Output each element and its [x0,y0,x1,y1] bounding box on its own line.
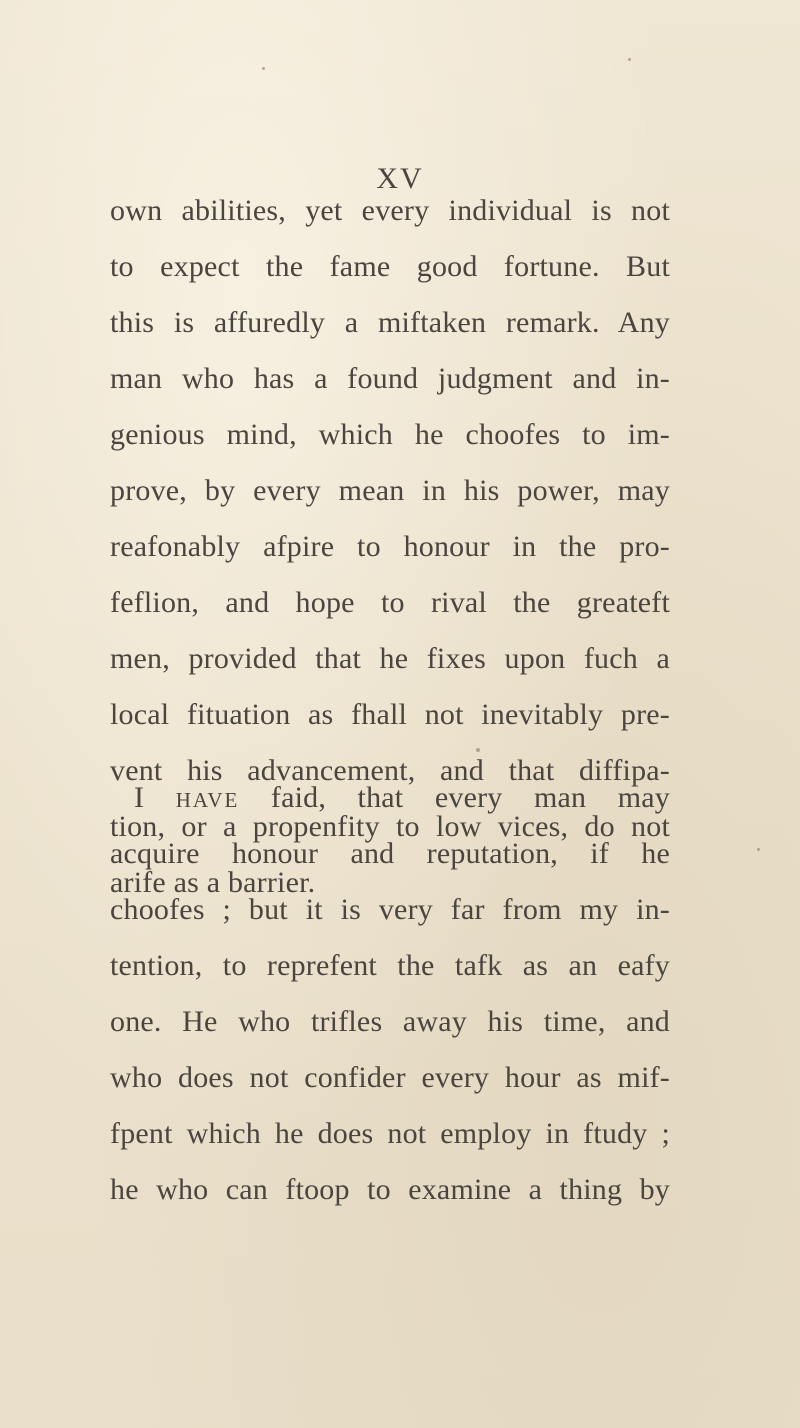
page-number: XV [376,162,424,195]
paragraph-opening-line [110,770,670,826]
opening-line-rest: faid, that every man may [270,781,671,814]
initial-word: I [134,781,145,814]
text-line: tention, to reprefent the tafk as an eafy [110,949,670,982]
text-line: genious mind, which he choofes to im- [110,418,670,451]
text-line: local fituation as fhall not inevitably pre- [110,698,670,731]
text-line: to expect the fame good fortune. But [110,250,670,283]
paper-speck [757,848,760,851]
text-line: one. He who trifles away his time, and [110,1005,670,1038]
text-line: tion, or a propenfity to low vices, do not [110,810,670,843]
text-line: fpent which he does not employ in ftudy ; [110,1117,670,1150]
text-line: own abilities, yet every individual is not [110,194,670,227]
text-line: reafonably afpire to honour in the pro- [110,530,670,563]
text-line: feflion, and hope to rival the greateft [110,586,670,619]
text-line: who does not confider every hour as mif- [110,1061,670,1094]
text-line: he who can ftoop to examine a thing by [110,1173,670,1206]
text-line: this is affuredly a miftaken remark. Any [110,306,670,339]
text-line: choofes ; but it is very far from my in- [110,893,670,926]
text-line: prove, by every mean in his power, may [110,474,670,507]
paper-speck [628,58,631,61]
small-caps-word: have [175,781,240,814]
text-line: acquire honour and reputation, if he [110,837,670,870]
paper-speck [476,748,480,752]
text-line: men, provided that he fixes upon fuch a [110,642,670,675]
text-line: man who has a found judgment and in- [110,362,670,395]
paragraph-2 [110,770,670,1218]
text-line: vent his advancement, and that diffipa- [110,754,670,787]
text-line: arife as a barrier. [110,866,316,899]
paper-speck [262,67,265,70]
